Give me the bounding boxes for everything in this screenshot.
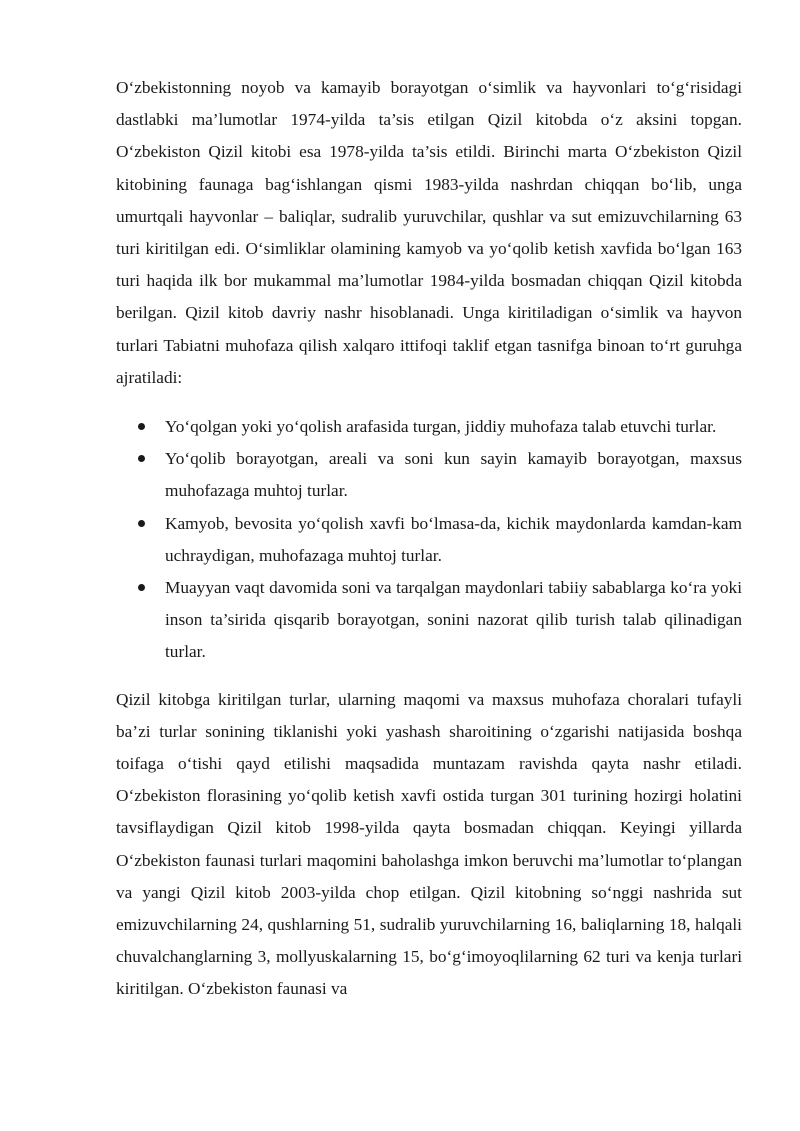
- bullet-icon: [138, 584, 145, 591]
- category-list: [116, 411, 742, 669]
- document-body: [116, 72, 742, 1006]
- list-item: [116, 443, 742, 507]
- list-item-text: Yo‘qolib borayotgan, areali va soni kun sayin kamayib borayotgan, maxsus muhofazaga muhtoj turlar.: [165, 449, 742, 501]
- list-item-text: Kamyob, bevosita yo‘qolish xavfi bo‘lmasa-da, kichik maydonlarda kamdan-kam uchraydigan, muhofazaga muhtoj turlar.: [165, 513, 742, 565]
- list-item: [116, 572, 742, 669]
- bullet-icon: [138, 423, 145, 430]
- list-item: [116, 508, 742, 572]
- paragraph-editions: Qizil kitobga kiritilgan turlar, ularning maqomi va maxsus muhofaza choralari tufayli ba’zi turlar sonining tiklanishi yoki yashash sharoitining o‘zgarishi natijasida boshqa toifaga o‘tishi qayd etilishi maqsadida muntazam ravishda qayta nashr etiladi. O‘zbekiston florasining yo‘qolib ketish xavfi ostida turgan 301 turining hozirgi holatini tavsiflaydigan Qizil kitob 1998-yilda qayta bosmadan chiqqan. Keyingi yillarda O‘zbekiston faunasi turlari maqomini baholashga imkon beruvchi ma’lumotlar to‘plangan va yangi Qizil kitob 2003-yilda chop etilgan. Qizil kitobning so‘nggi nashrida sut emizuvchilarning 24, qushlarning 51, sudralib yuruvchilarning 16, baliqlarning 18, halqali chuvalchanglarning 3, mollyuskalarning 15, bo‘g‘imoyoqlilarning 62 turi va kenja turlari kiritilgan. O‘zbekiston faunasi va: [116, 689, 742, 999]
- list-item-text: Yo‘qolgan yoki yo‘qolish arafasida turgan, jiddiy muhofaza talab etuvchi turlar.: [165, 417, 717, 437]
- paragraph-intro: O‘zbekistonning noyob va kamayib borayotgan o‘simlik va hayvonlari to‘g‘risidagi dastlabki ma’lumotlar 1974-yilda ta’sis etilgan Qizil kitobda o‘z aksini topgan. O‘zbekiston Qizil kitobi esa 1978-yilda ta’sis etildi. Birinchi marta O‘zbekiston Qizil kitobining faunaga bag‘ishlangan qismi 1983-yilda nashrdan chiqqan bo‘lib, unga umurtqali hayvonlar – baliqlar, sudralib yuruvchilar, qushlar va sut emizuvchilarning 63 turi kiritilgan edi. O‘simliklar olamining kamyob va yo‘qolib ketish xavfida bo‘lgan 163 turi haqida ilk bor mukammal ma’lumotlar 1984-yilda bosmadan chiqqan Qizil kitobda berilgan. Qizil kitob davriy nashr hisoblanadi. Unga kiritiladigan o‘simlik va hayvon turlari Tabiatni muhofaza qilish xalqaro ittifoqi taklif etgan tasnifga binoan to‘rt guruhga ajratiladi:: [116, 78, 742, 387]
- list-item-text: Muayyan vaqt davomida soni va tarqalgan maydonlari tabiiy sabablarga ko‘ra yoki inson ta’sirida qisqarib borayotgan, sonini nazorat qilib turish talab qilinadigan turlar.: [165, 578, 742, 662]
- bullet-icon: [138, 520, 145, 527]
- list-item: [116, 411, 742, 443]
- bullet-icon: [138, 455, 145, 462]
